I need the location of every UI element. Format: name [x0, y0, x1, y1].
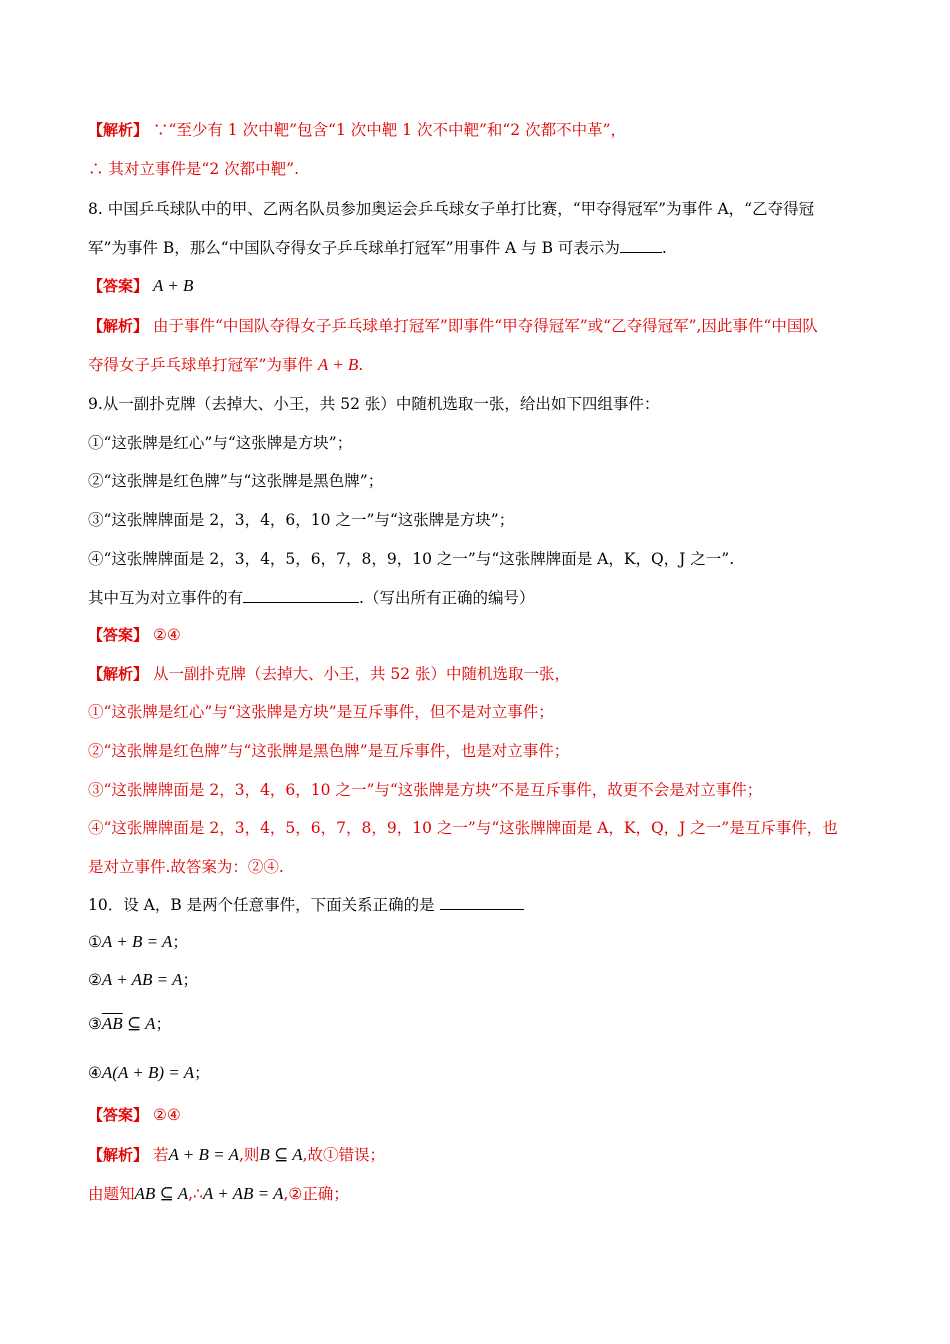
- option-math: A(A + B) = A: [101, 1063, 195, 1082]
- answer-text: ②④: [152, 1106, 181, 1124]
- analysis-text-mid: ,则: [238, 1146, 260, 1164]
- option-math: A + B = A: [101, 932, 173, 951]
- answer-blank: [620, 238, 662, 253]
- question-10-option-4: [88, 1063, 878, 1083]
- option-math-overline: $\overline{AB}$: [101, 1014, 123, 1033]
- analysis-text: 由于事件“中国队夺得女子乒乓球单打冠军”即事件“甲夺得冠军”或“乙夺得冠军”,因此事件“中国队: [152, 317, 818, 335]
- option-end: ；: [155, 1015, 172, 1033]
- answer-tag: 【答案】: [88, 626, 149, 644]
- question-9-prompt: [88, 588, 878, 608]
- answer-blank: [440, 895, 524, 910]
- answer-line: [88, 1105, 878, 1125]
- analysis-text: 是对立事件.故答案为：②④.: [88, 858, 284, 876]
- analysis-conclusion: [88, 857, 878, 877]
- option-math: ⊆ A: [122, 1014, 156, 1033]
- option-math: A + AB = A: [101, 970, 183, 989]
- analysis-text-end: .: [358, 356, 364, 374]
- answer-text: ②④: [152, 626, 181, 644]
- question-text-end: .: [661, 239, 667, 257]
- analysis-text: 由题知: [88, 1185, 135, 1203]
- question-text: 9.从一副扑克牌（去掉大、小王，共 52 张）中随机选取一张，给出如下四组事件：: [88, 395, 660, 413]
- analysis-text: ④“这张牌牌面是 2，3，4，5，6，7，8，9，10 之一”与“这张牌牌面是 A，K，Q，J 之一”是互斥事件，也: [88, 819, 838, 837]
- conclusion-text: ∴ 其对立事件是“2 次都中靶”.: [88, 160, 299, 178]
- question-8-line-1: [88, 199, 878, 219]
- analysis-line-continued: [88, 355, 878, 375]
- answer-line: [88, 625, 878, 645]
- question-9-stem: [88, 394, 878, 414]
- option-text: ①“这张牌是红心”与“这张牌是方块”；: [88, 434, 353, 452]
- analysis-line-continued: [88, 1184, 878, 1204]
- analysis-line: [88, 1145, 878, 1165]
- question-10-option-2: [88, 970, 878, 990]
- option-number: ③: [88, 1015, 102, 1033]
- analysis-line: [88, 664, 878, 684]
- answer-tag: 【答案】: [88, 277, 149, 295]
- question-text: 其中互为对立事件的有: [88, 589, 244, 607]
- analysis-text: ②“这张牌是红色牌”与“这张牌是黑色牌”是互斥事件，也是对立事件；: [88, 742, 570, 760]
- question-text: 10．设 A，B 是两个任意事件，下面关系正确的是: [88, 896, 440, 914]
- analysis-text: 夺得女子乒乓球单打冠军”为事件: [88, 356, 313, 374]
- analysis-text: 从一副扑克牌（去掉大、小王，共 52 张）中随机选取一张，: [152, 665, 571, 683]
- option-text: ③“这张牌牌面是 2，3，4，6，10 之一”与“这张牌是方块”；: [88, 511, 515, 529]
- analysis-text-mid: ,∴: [188, 1185, 203, 1203]
- analysis-text-end: ,故①错误；: [302, 1146, 386, 1164]
- analysis-text: 若: [152, 1146, 169, 1164]
- analysis-tag: 【解析】: [88, 1146, 149, 1164]
- analysis-tag: 【解析】: [88, 121, 149, 139]
- analysis-text: ③“这张牌牌面是 2，3，4，6，10 之一”与“这张牌是方块”不是互斥事件，故更不会是对立事件；: [88, 781, 763, 799]
- option-number: ②: [88, 971, 102, 989]
- option-end: ；: [172, 933, 188, 951]
- question-10-option-3: [88, 1014, 878, 1034]
- option-number: ①: [88, 933, 102, 951]
- analysis-math-2: B ⊆ A: [259, 1145, 303, 1164]
- question-text: 8. 中国乒乓球队中的甲、乙两名队员参加奥运会乒乓球女子单打比赛，“甲夺得冠军”为事件 A，“乙夺得冠: [88, 200, 815, 218]
- analysis-math: A + B = A: [168, 1145, 239, 1164]
- analysis-math-2: A + AB = A: [202, 1184, 284, 1203]
- question-text-end: .（写出所有正确的编号）: [359, 589, 535, 607]
- question-9-option-4: [88, 549, 878, 569]
- analysis-line: [88, 120, 878, 140]
- answer-blank: [243, 588, 359, 603]
- analysis-tag: 【解析】: [88, 665, 149, 683]
- analysis-text-end: ,②正确；: [283, 1185, 349, 1203]
- analysis-tag: 【解析】: [88, 317, 149, 335]
- analysis-conclusion: [88, 159, 878, 179]
- question-9-option-1: [88, 433, 878, 453]
- option-text: ②“这张牌是红色牌”与“这张牌是黑色牌”；: [88, 472, 384, 490]
- analysis-line: [88, 316, 878, 336]
- question-8-line-2: [88, 238, 878, 258]
- option-number: ④: [88, 1064, 102, 1082]
- analysis-item-4: [88, 818, 878, 838]
- option-text: ④“这张牌牌面是 2，3，4，5，6，7，8，9，10 之一”与“这张牌牌面是 A，K，Q，J 之一”.: [88, 550, 735, 568]
- analysis-text: ∵“至少有 1 次中靶”包含“1 次中靶 1 次不中靶”和“2 次都不中革”，: [152, 121, 627, 139]
- answer-line: [88, 276, 878, 296]
- analysis-math: A + B: [317, 355, 359, 374]
- question-text: 军”为事件 B，那么“中国队夺得女子乒乓球单打冠军”用事件 A 与 B 可表示为: [88, 239, 620, 257]
- question-9-option-3: [88, 510, 878, 530]
- option-end: ；: [182, 971, 198, 989]
- option-end: ；: [194, 1064, 210, 1082]
- analysis-item-1: [88, 702, 878, 722]
- analysis-item-2: [88, 741, 878, 761]
- answer-math: A + B: [152, 276, 194, 295]
- question-10-option-1: [88, 932, 878, 952]
- question-9-option-2: [88, 471, 878, 491]
- analysis-math: AB ⊆ A: [134, 1184, 189, 1203]
- analysis-item-3: [88, 780, 878, 800]
- answer-tag: 【答案】: [88, 1106, 149, 1124]
- question-10-stem: [88, 895, 878, 915]
- analysis-text: ①“这张牌是红心”与“这张牌是方块”是互斥事件，但不是对立事件；: [88, 703, 554, 721]
